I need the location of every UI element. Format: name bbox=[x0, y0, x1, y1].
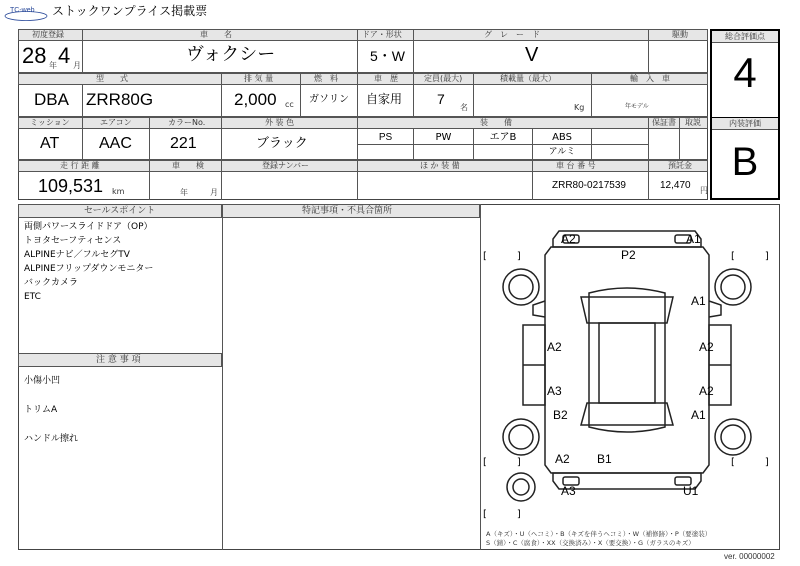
exterior-value: ブラック bbox=[256, 136, 308, 151]
displacement-unit: cc bbox=[285, 100, 294, 109]
label-sales-points: セールスポイント bbox=[84, 206, 156, 216]
car-diagram bbox=[481, 205, 779, 549]
damage-mark: A3 bbox=[561, 484, 576, 498]
inspection-year: 年 bbox=[180, 188, 188, 197]
bracket: [ ] bbox=[483, 509, 521, 520]
label-fuel: 燃 料 bbox=[314, 74, 338, 83]
damage-mark: U1 bbox=[683, 484, 699, 498]
label-chassis: 車 台 番 号 bbox=[556, 161, 596, 170]
label-load: 積載量（最大） bbox=[500, 74, 556, 83]
equip-ps: PS bbox=[378, 132, 393, 143]
model-prefix: DBA bbox=[34, 90, 69, 109]
damage-mark: A2 bbox=[547, 340, 562, 354]
label-mission: ミッション bbox=[30, 118, 70, 127]
import-model: 年モデル bbox=[625, 103, 649, 110]
chassis-number: ZRR80-0217539 bbox=[552, 180, 626, 191]
label-color-no: カラーNo. bbox=[168, 118, 206, 127]
label-notes: 注 意 事 項 bbox=[96, 355, 141, 365]
list-item: バックカメラ bbox=[24, 278, 79, 288]
usage-value: 自家用 bbox=[366, 92, 403, 106]
list-item: ALPINEフリップダウンモニター bbox=[24, 264, 154, 274]
label-grade: グ レ ー ド bbox=[484, 30, 540, 39]
mileage-value: 109,531 bbox=[38, 176, 104, 196]
label-warranty: 保証書 bbox=[652, 118, 676, 127]
damage-mark: B1 bbox=[597, 452, 612, 466]
first-reg-year-unit: 年 bbox=[49, 61, 57, 70]
note-item: 小傷小凹 bbox=[24, 376, 61, 386]
label-interior-score: 内装評価 bbox=[729, 119, 761, 128]
damage-mark: A1 bbox=[691, 294, 706, 308]
label-displacement: 排 気 量 bbox=[244, 74, 274, 83]
damage-mark: B2 bbox=[553, 408, 568, 422]
note-item: トリムA bbox=[24, 405, 58, 415]
label-deposit: 預託金 bbox=[668, 161, 692, 170]
grade-value: V bbox=[525, 44, 539, 66]
list-item: トヨタセーフティセンス bbox=[24, 236, 122, 246]
fuel-value: ガソリン bbox=[309, 94, 349, 105]
bracket: [ ] bbox=[483, 457, 521, 468]
car-name-value: ヴォクシー bbox=[186, 44, 276, 65]
label-capacity: 定員(最大) bbox=[424, 74, 463, 83]
label-plate: 登録ナンバー bbox=[262, 161, 310, 170]
bracket: [ ] bbox=[731, 457, 769, 468]
list-item: 両側パワースライドドア（OP） bbox=[24, 222, 153, 232]
info-table bbox=[18, 29, 708, 200]
interior-score: B bbox=[731, 140, 759, 184]
damage-mark: A3 bbox=[547, 384, 562, 398]
first-reg-month-unit: 月 bbox=[73, 61, 81, 70]
damage-mark: A1 bbox=[686, 232, 701, 246]
damage-mark: P2 bbox=[621, 248, 636, 262]
deposit-unit: 円 bbox=[700, 186, 708, 195]
label-special-remarks: 特記事項・不具合箇所 bbox=[302, 206, 393, 216]
list-item: ETC bbox=[24, 292, 41, 302]
label-other: ほ か 装 備 bbox=[420, 161, 460, 170]
document-title: ストックワンプライス掲載票 bbox=[52, 4, 208, 18]
label-equipment: 装 備 bbox=[480, 118, 512, 127]
mission-value: AT bbox=[40, 135, 60, 152]
label-import: 輸 入 車 bbox=[630, 74, 670, 83]
equip-pw: PW bbox=[435, 132, 452, 143]
damage-mark: A1 bbox=[691, 408, 706, 422]
label-overall-score: 総合評価点 bbox=[725, 32, 765, 41]
label-first-reg: 初度登録 bbox=[32, 30, 64, 39]
list-item: ALPINEナビ／フルセグTV bbox=[24, 250, 130, 260]
displacement-value: 2,000 bbox=[234, 90, 277, 109]
load-unit: Kg bbox=[574, 103, 585, 112]
model-value: ZRR80G bbox=[86, 90, 154, 109]
inspection-month: 月 bbox=[210, 188, 218, 197]
aircon-value: AAC bbox=[99, 135, 132, 152]
note-item: ハンドル擦れ bbox=[24, 434, 79, 444]
bracket: [ ] bbox=[483, 251, 521, 262]
label-aircon: エアコン bbox=[100, 118, 132, 127]
first-reg-year: 28 bbox=[22, 43, 47, 68]
label-usage: 車 歴 bbox=[374, 74, 398, 83]
damage-mark: A2 bbox=[561, 232, 576, 246]
overall-score: 4 bbox=[733, 49, 757, 96]
capacity-value: 7 bbox=[437, 91, 445, 107]
label-mileage: 走 行 距 離 bbox=[60, 161, 100, 170]
label-exterior: 外 装 色 bbox=[265, 118, 295, 127]
equip-airbag: エアB bbox=[489, 132, 517, 143]
logo-text: TC-web bbox=[10, 7, 35, 14]
legend-line-2: S（錆）・C（腐食）・XX（交換済み）・X（要交換）・G（ガラスのキズ） bbox=[486, 539, 695, 547]
color-no-value: 221 bbox=[170, 135, 197, 152]
capacity-unit: 名 bbox=[460, 103, 468, 112]
label-door-shape: ドア・形状 bbox=[362, 30, 402, 39]
damage-mark: A2 bbox=[699, 340, 714, 354]
damage-mark: A2 bbox=[699, 384, 714, 398]
label-model: 型 式 bbox=[96, 74, 128, 83]
label-car-name: 車 名 bbox=[200, 30, 232, 39]
equip-alumi: アルミ bbox=[548, 147, 576, 157]
first-reg-month: 4 bbox=[58, 43, 71, 68]
label-drive: 駆動 bbox=[672, 30, 688, 39]
damage-mark: A2 bbox=[555, 452, 570, 466]
logo bbox=[4, 6, 48, 16]
mileage-unit: km bbox=[112, 187, 125, 196]
door-shape-value: 5・W bbox=[370, 48, 405, 64]
version: ver. 00000002 bbox=[724, 552, 775, 561]
bracket: [ ] bbox=[731, 251, 769, 262]
legend-line-1: A（キズ）・U（ヘコミ）・B（キズを伴うヘコミ）・W（補修跡）・P（要塗装） bbox=[486, 530, 712, 538]
deposit-value: 12,470 bbox=[660, 180, 691, 191]
label-inspection: 車 検 bbox=[172, 161, 204, 170]
equip-abs: ABS bbox=[552, 132, 572, 143]
label-manual: 取説 bbox=[685, 118, 701, 127]
